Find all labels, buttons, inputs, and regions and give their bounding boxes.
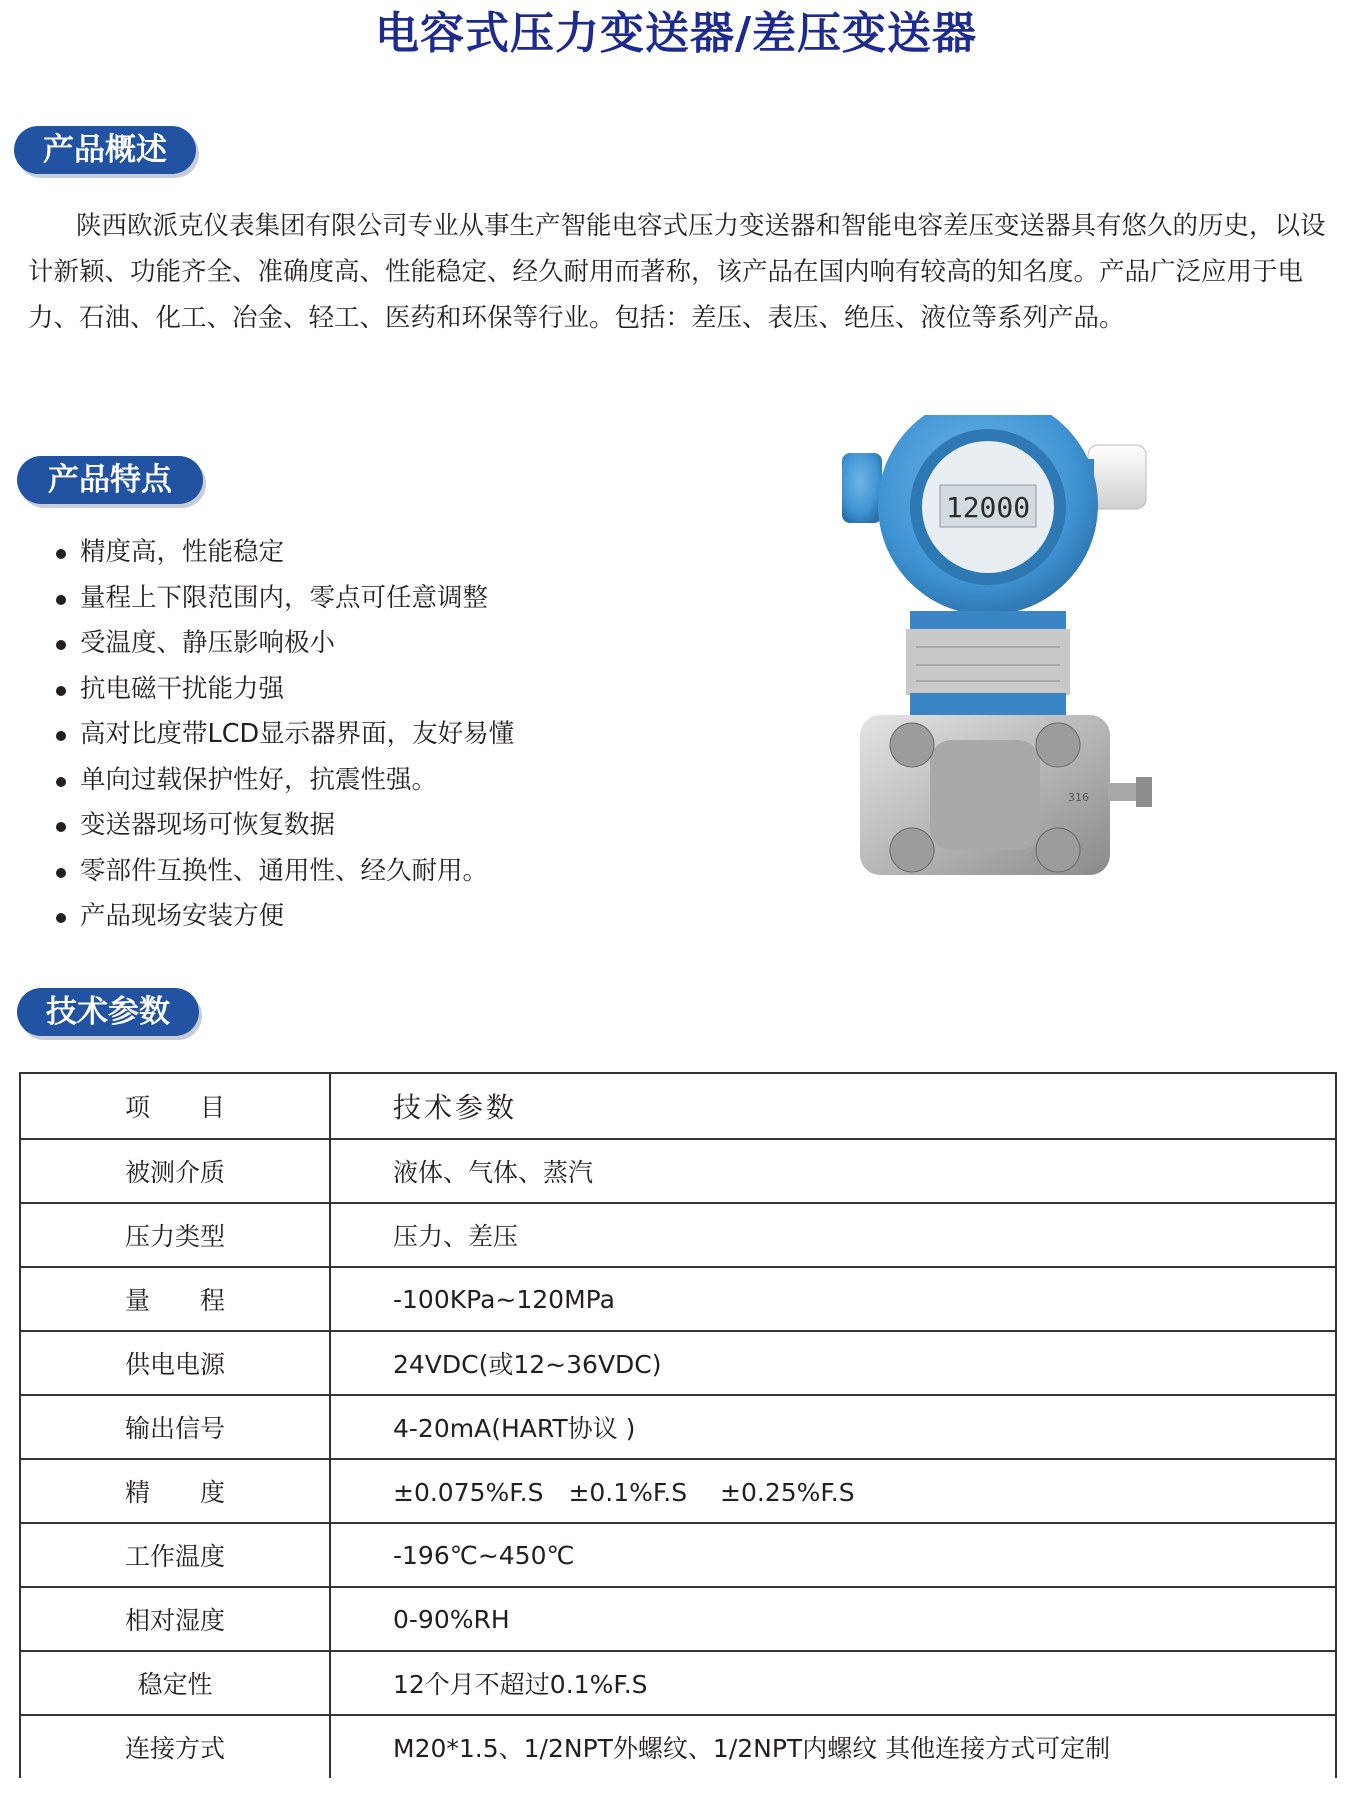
row-value: 4-20mA(HART协议 ) [330, 1395, 1336, 1459]
bolt-icon [890, 828, 934, 872]
table-row [20, 1651, 1336, 1715]
row-value: M20*1.5、1/2NPT外螺纹、1/2NPT内螺纹 其他连接方式可定制 [330, 1715, 1336, 1778]
feature-list [52, 530, 514, 940]
row-value: 24VDC(或12~36VDC) [330, 1331, 1336, 1395]
flange-center [930, 740, 1040, 850]
page-title: 电容式压力变送器/差压变送器 [374, 8, 978, 59]
table-row [20, 1715, 1336, 1778]
lcd-value: 12000 [945, 491, 1031, 524]
drain-valve-nut [1136, 777, 1152, 807]
row-key: 稳定性 [20, 1651, 330, 1715]
section-heading-specs: 技术参数 [17, 988, 199, 1036]
row-value: 0-90%RH [330, 1587, 1336, 1651]
bullet-icon [56, 822, 66, 832]
bolt-icon [1036, 828, 1080, 872]
feature-item [52, 803, 514, 849]
bullet-icon [56, 913, 66, 923]
row-value: -196℃~450℃ [330, 1523, 1336, 1587]
pressure-transmitter-image [820, 415, 1180, 910]
left-cap [842, 453, 882, 523]
row-key: 被测介质 [20, 1139, 330, 1203]
row-key: 相对湿度 [20, 1587, 330, 1651]
table-row [20, 1395, 1336, 1459]
feature-text: 受温度、静压影响极小 [80, 628, 336, 658]
bullet-icon [56, 731, 66, 741]
feature-item [52, 667, 514, 713]
neck-ring [910, 611, 1066, 631]
table-row [20, 1331, 1336, 1395]
feature-text: 变送器现场可恢复数据 [80, 810, 336, 840]
feature-text: 产品现场安装方便 [80, 901, 285, 931]
row-key: 供电电源 [20, 1331, 330, 1395]
bolt-icon [890, 723, 934, 767]
feature-item [52, 530, 514, 576]
table-row [20, 1459, 1336, 1523]
row-key: 量 程 [20, 1267, 330, 1331]
drain-valve [1108, 783, 1138, 801]
section-heading-overview: 产品概述 [14, 126, 196, 174]
bullet-icon [56, 686, 66, 696]
nameplate [906, 629, 1070, 695]
flange-marking: 316 [1068, 791, 1089, 804]
bullet-icon [56, 868, 66, 878]
row-key: 输出信号 [20, 1395, 330, 1459]
feature-text: 单向过载保护性好，抗震性强。 [80, 764, 438, 795]
table-row [20, 1267, 1336, 1331]
neck-base [910, 693, 1066, 715]
feature-item [52, 621, 514, 667]
feature-text: 量程上下限范围内，零点可任意调整 [80, 582, 489, 613]
feature-text: 抗电磁干扰能力强 [80, 673, 285, 704]
table-row [20, 1203, 1336, 1267]
bullet-icon [56, 777, 66, 787]
table-header-row [20, 1073, 1336, 1139]
bullet-icon [56, 595, 66, 605]
row-value: ±0.075%F.S ±0.1%F.S ±0.25%F.S [330, 1459, 1336, 1523]
row-key: 压力类型 [20, 1203, 330, 1267]
table-row [20, 1587, 1336, 1651]
feature-text: 高对比度带LCD显示器界面，友好易懂 [80, 719, 515, 749]
bullet-icon [56, 640, 66, 650]
row-value: 压力、差压 [330, 1203, 1336, 1267]
feature-item [52, 758, 514, 804]
overview-paragraph: 陕西欧派克仪表集团有限公司专业从事生产智能电容式压力变送器和智能电容差压变送器具有悠久的历史，以设计新颖、功能齐全、准确度高、性能稳定、经久耐用而著称，该产品在国内响有较高的知名度。产品广泛应用于电力、石油、化工、冶金、轻工、医药和环保等行业。包括：差压、表压、绝压、液位等系列产品。 [28, 211, 1326, 333]
row-key: 工作温度 [20, 1523, 330, 1587]
bolt-icon [1036, 723, 1080, 767]
row-value: -100KPa~120MPa [330, 1267, 1336, 1331]
row-value: 12个月不超过0.1%F.S [330, 1651, 1336, 1715]
header-cell-item: 项 目 [20, 1073, 330, 1139]
header-cell-spec: 技术参数 [330, 1073, 1336, 1139]
spec-table [19, 1072, 1337, 1778]
table-row [20, 1523, 1336, 1587]
feature-item [52, 576, 514, 622]
feature-text: 零部件互换性、通用性、经久耐用。 [80, 855, 489, 886]
table-row [20, 1139, 1336, 1203]
feature-item [52, 894, 514, 940]
row-key: 精 度 [20, 1459, 330, 1523]
feature-item [52, 712, 514, 758]
feature-item [52, 849, 514, 895]
feature-text: 精度高，性能稳定 [80, 537, 285, 567]
section-heading-features: 产品特点 [17, 456, 203, 504]
row-value: 液体、气体、蒸汽 [330, 1139, 1336, 1203]
row-key: 连接方式 [20, 1715, 330, 1778]
bullet-icon [56, 549, 66, 559]
